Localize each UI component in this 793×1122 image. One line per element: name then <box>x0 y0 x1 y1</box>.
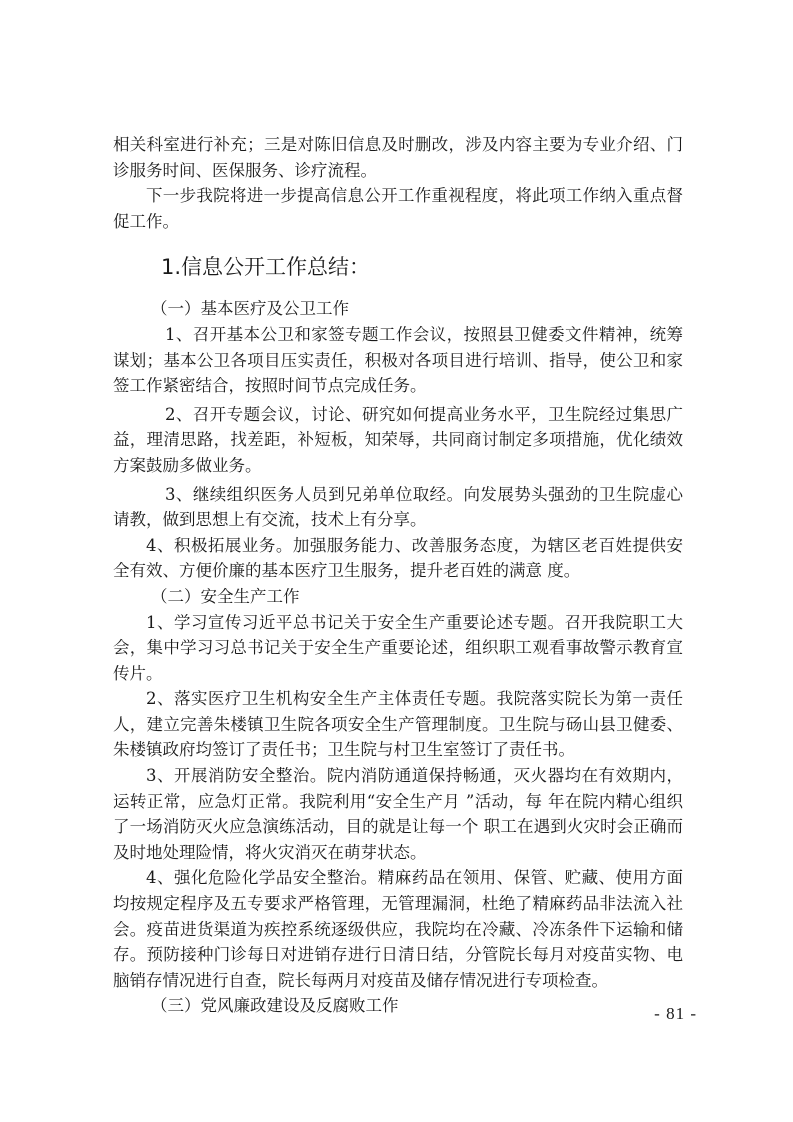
section2-item-1: 1、学习宣传习近平总书记关于安全生产重要论述专题。召开我院职工大会，集中学习习总书记关于安全生产重要论述，组织职工观看事故警示教育宣传片。 <box>113 612 683 683</box>
section2-title: （二）安全生产工作 <box>151 586 300 606</box>
section-heading: 1.信息公开工作总结： <box>161 255 371 280</box>
section2-item-2: 2、落实医疗卫生机构安全生产主体责任专题。我院落实院长为第一责任人，建立完善朱楼镇卫生院各项安全生产管理制度。卫生院与砀山县卫健委、朱楼镇政府均签订了责任书；卫生院与村卫生室签订了责任书。 <box>113 689 683 760</box>
section1-item-3: 3、继续组织医务人员到兄弟单位取经。向发展势头强劲的卫生院虚心请教，做到思想上有交流，技术上有分享。 <box>113 484 683 530</box>
section2-item-3: 3、开展消防安全整治。院内消防通道保持畅通，灭火器均在有效期内，运转正常，应急灯正常。我院利用“安全生产月 ”活动，每 年在院内精心组织了一场消防灭火应急演练活动，目的就是让每一个 职工在遇到火灾时会正确而及时地处理险情，将火灾消灭在萌芽状态。 <box>113 766 683 862</box>
page-number: - 81 - <box>654 1004 697 1023</box>
section1-item-1: 1、召开基本公卫和家签专题工作会议，按照县卫健委文件精神，统筹谋划；基本公卫各项目压实责任，积极对各项目进行培训、指导，使公卫和家签工作紧密结合，按照时间节点完成任务。 <box>113 324 683 396</box>
section3-title: （三）党风廉政建设及反腐败工作 <box>151 996 399 1016</box>
section1-item-2: 2、召开专题会议，讨论、研究如何提高业务水平，卫生院经过集思广益，理清思路，找差距，补短板，知荣辱，共同商讨制定多项措施，优化绩效方案鼓励多做业务。 <box>113 404 683 475</box>
section1-title: （一）基本医疗及公卫工作 <box>151 299 349 319</box>
section1-item-4: 4、积极拓展业务。加强服务能力、改善服务态度，为辖区老百姓提供安全有效、方便价廉的基本医疗卫生服务，提升老百姓的满意 度。 <box>113 535 683 581</box>
section2-item-4: 4、强化危险化学品安全整治。精麻药品在领用、保管、贮藏、使用方面均按规定程序及五专要求严格管理，无管理漏洞，杜绝了精麻药品非法流入社会。疫苗进货渠道为疾控系统逐级供应，我院均在冷藏、冷冻条件下运输和储存。预防接种门诊每日对进销存进行日清日结，分管院长每月对疫苗实物、电脑销存情况进行自查，院长每两月对疫苗及储存情况进行专项检查。 <box>113 868 683 990</box>
paragraph-continuation: 相关科室进行补充；三是对陈旧信息及时删改，涉及内容主要为专业介绍、门诊服务时间、医保服务、诊疗流程。 <box>113 135 683 180</box>
paragraph-next-step: 下一步我院将进一步提高信息公开工作重视程度，将此项工作纳入重点督促工作。 <box>113 186 683 231</box>
page-content <box>113 132 683 1019</box>
